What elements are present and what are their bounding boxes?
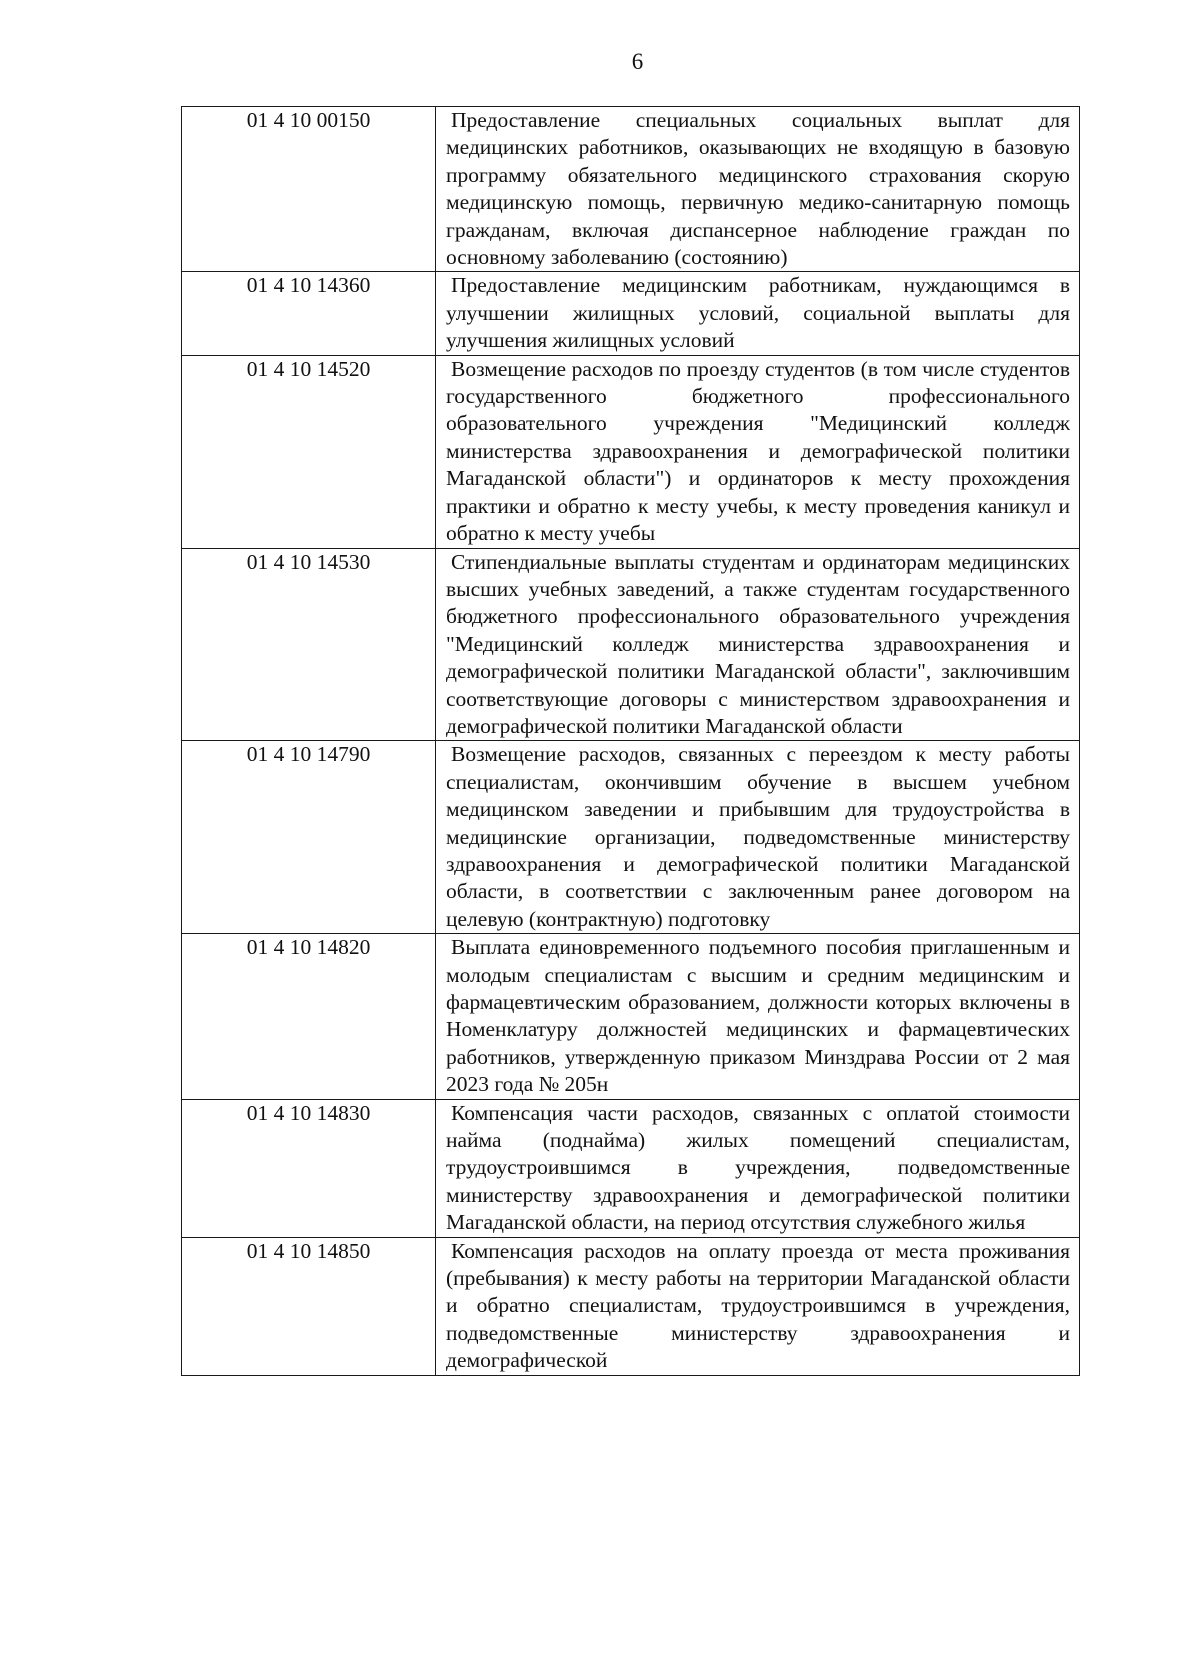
page-number: 6 bbox=[631, 49, 644, 74]
row-description: Компенсация расходов на оплату проезда от места проживания (пребывания) к месту работы на территории Магаданской области и обратно специалистам, трудоустроившимся в учреждения, подведомственные министерству здравоохранения и демографической bbox=[436, 1237, 1080, 1375]
row-code: 01 4 10 14790 bbox=[182, 741, 436, 934]
row-code: 01 4 10 14830 bbox=[182, 1099, 436, 1237]
row-description: Возмещение расходов, связанных с переездом к месту работы специалистам, окончившим обучение в высшем учебном медицинском заведении и прибывшим для трудоустройства в медицинские организации, подведомственные министерству здравоохранения и демографической политики Магаданской области, в соответствии с заключенным ранее договором на целевую (контрактную) подготовку bbox=[436, 741, 1080, 934]
row-code: 01 4 10 00150 bbox=[182, 107, 436, 272]
row-description: Предоставление специальных социальных выплат для медицинских работников, оказывающих не входящую в базовую программу обязательного медицинского страхования скорую медицинскую помощь, первичную медико-санитарную помощь гражданам, включая диспансерное наблюдение граждан по основному заболеванию (состоянию) bbox=[436, 107, 1080, 272]
table-row bbox=[182, 1099, 1080, 1237]
row-code: 01 4 10 14360 bbox=[182, 272, 436, 355]
table-row bbox=[182, 741, 1080, 934]
table-row bbox=[182, 107, 1080, 272]
budget-codes-table bbox=[181, 106, 1080, 1376]
row-description: Возмещение расходов по проезду студентов (в том числе студентов государственного бюджетного профессионального образовательного учреждения "Медицинский колледж министерства здравоохранения и демографической политики Магаданской области") и ординаторов к месту прохождения практики и обратно к месту учебы, к месту проведения каникул и обратно к месту учебы bbox=[436, 355, 1080, 548]
table-row bbox=[182, 934, 1080, 1099]
table-row bbox=[182, 272, 1080, 355]
row-description: Выплата единовременного подъемного пособия приглашенным и молодым специалистам с высшим и средним медицинским и фармацевтическим образованием, должности которых включены в Номенклатуру должностей медицинских и фармацевтических работников, утвержденную приказом Минздрава России от 2 мая 2023 года № 205н bbox=[436, 934, 1080, 1099]
row-code: 01 4 10 14530 bbox=[182, 548, 436, 741]
row-description: Стипендиальные выплаты студентам и ординаторам медицинских высших учебных заведений, а также студентам государственного бюджетного профессионального образовательного учреждения "Медицинский колледж министерства здравоохранения и демографической политики Магаданской области", заключившим соответствующие договоры с министерством здравоохранения и демографической политики Магаданской области bbox=[436, 548, 1080, 741]
table-row bbox=[182, 1237, 1080, 1375]
table-row bbox=[182, 355, 1080, 548]
row-code: 01 4 10 14520 bbox=[182, 355, 436, 548]
row-description: Предоставление медицинским работникам, нуждающимся в улучшении жилищных условий, социальной выплаты для улучшения жилищных условий bbox=[436, 272, 1080, 355]
row-code: 01 4 10 14850 bbox=[182, 1237, 436, 1375]
table-row bbox=[182, 548, 1080, 741]
row-code: 01 4 10 14820 bbox=[182, 934, 436, 1099]
row-description: Компенсация части расходов, связанных с оплатой стоимости найма (поднайма) жилых помещений специалистам, трудоустроившимся в учреждения, подведомственные министерству здравоохранения и демографической политики Магаданской области, на период отсутствия служебного жилья bbox=[436, 1099, 1080, 1237]
